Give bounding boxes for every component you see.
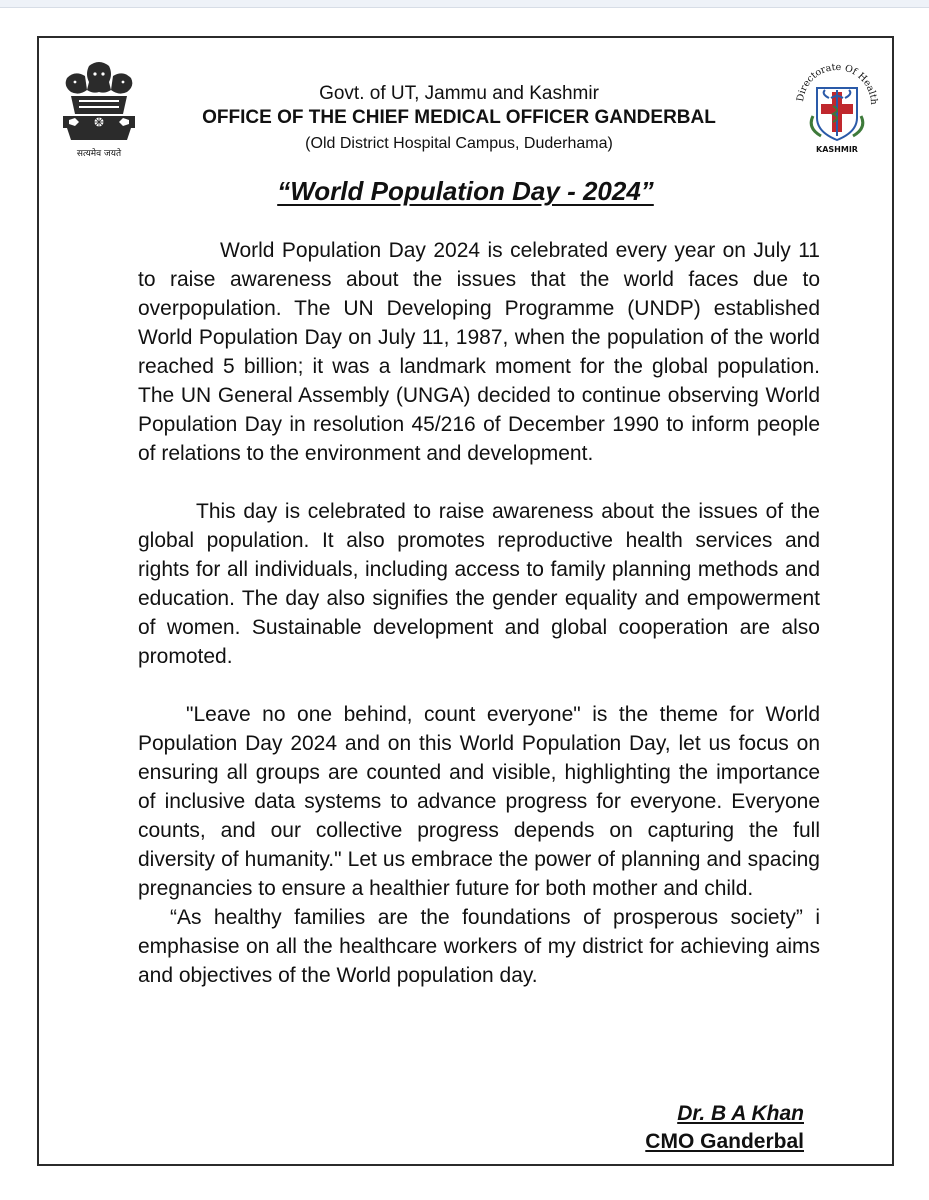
office-name: OFFICE OF THE CHIEF MEDICAL OFFICER GANDERBAL — [202, 107, 716, 128]
paragraph-4: “As healthy families are the foundations of prosperous society” i emphasise on all the healthcare workers of my district for achieving aims and objectives of the World population day. — [138, 906, 820, 987]
document-page — [0, 8, 929, 1200]
document-title — [39, 176, 892, 207]
document-body — [138, 236, 820, 990]
paragraph-3: "Leave no one behind, count everyone" is the theme for World Population Day 2024 and on this World Population Day, let us focus on ensuring all groups are counted and visible, highlighting the importance of inclusive data systems to advance progress for everyone. Everyone counts, and our collective progress depends on capturing the full diversity of humanity." Let us embrace the power of planning and spacing pregnancies to ensure a healthier future for both mother and child. — [138, 703, 820, 900]
logo-ring-text: Directorate Of Health — [794, 61, 880, 106]
directorate-health-services-logo-icon — [791, 54, 883, 162]
signature-block — [645, 1100, 804, 1156]
signatory-name: Dr. B A Khan — [677, 1102, 804, 1125]
paragraph-2: This day is celebrated to raise awareness about the issues of the global population. It also promotes reproductive health services and rights for all individuals, including access to family planning methods and education. The day also signifies the gender equality and empowerment of women. Sustainable development and global cooperation are also promoted. — [138, 500, 820, 668]
emblem-motto: सत्यमेव जयते — [76, 149, 122, 159]
signatory-designation: CMO Ganderbal — [645, 1130, 804, 1153]
office-address: (Old District Hospital Campus, Duderhama) — [305, 135, 613, 152]
viewer-top-strip — [0, 0, 929, 8]
document-title-text: “World Population Day - 2024” — [277, 176, 654, 206]
document-border-frame — [37, 36, 894, 1166]
logo-bottom-text: KASHMIR — [816, 145, 858, 154]
letterhead — [159, 82, 759, 156]
paragraph-1: World Population Day 2024 is celebrated every year on July 11 to raise awareness about the issues that the world faces due to overpopulation. The UN Developing Programme (UNDP) established World Population Day on July 11, 1987, when the population of the world reached 5 billion; it was a landmark moment for the global population. The UN General Assembly (UNGA) decided to continue observing World Population Day in resolution 45/216 of December 1990 to inform people of relations to the environment and development. — [138, 239, 820, 465]
govt-name: Govt. of UT, Jammu and Kashmir — [319, 83, 599, 104]
national-emblem-icon — [53, 56, 145, 166]
